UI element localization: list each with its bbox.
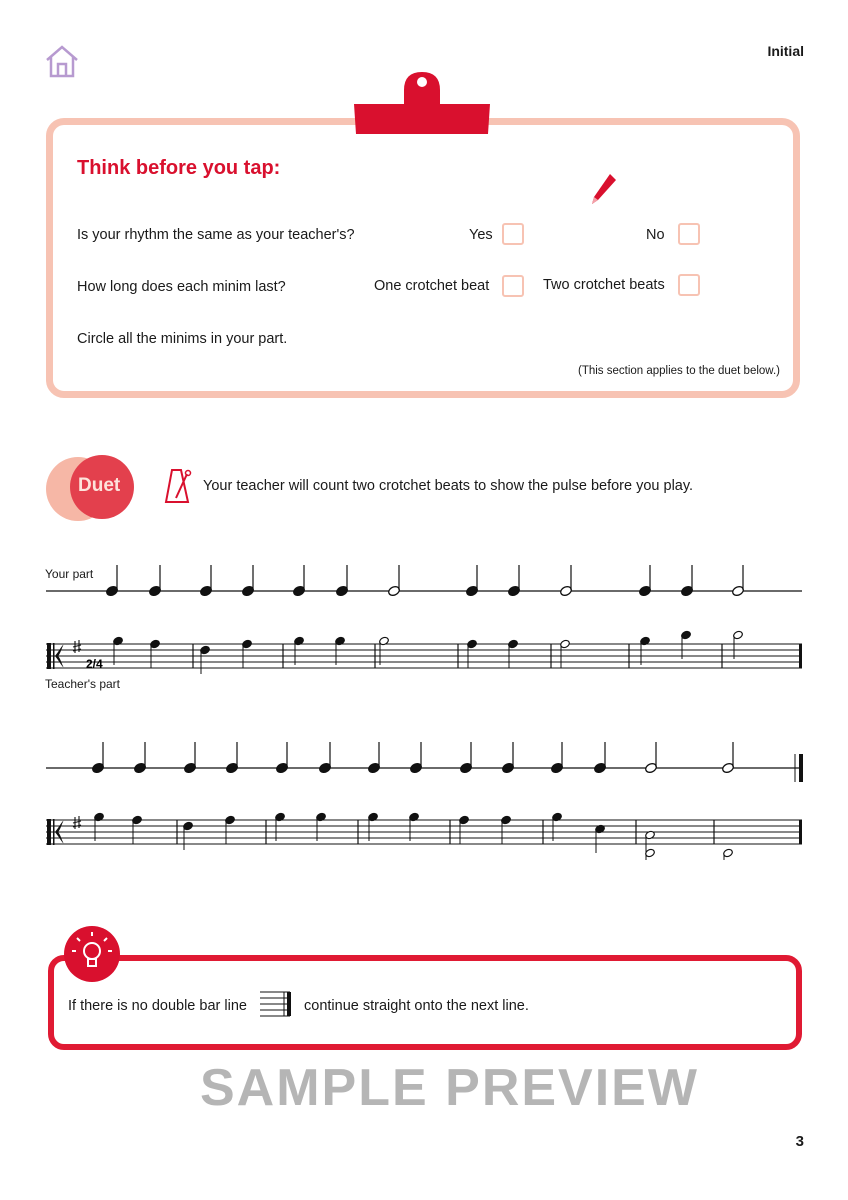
pencil-icon bbox=[590, 172, 618, 206]
your-part-label: Your part bbox=[45, 567, 94, 581]
level-label: Initial bbox=[767, 43, 804, 59]
question-2: How long does each minim last? bbox=[77, 279, 286, 295]
alto-clef-icon bbox=[53, 643, 55, 669]
option-one-crotchet-label: One crotchet beat bbox=[374, 278, 490, 294]
alto-clef-icon bbox=[47, 819, 51, 845]
clipboard-clip-icon bbox=[354, 70, 490, 134]
question-1: Is your rhythm the same as your teacher's? bbox=[77, 227, 355, 243]
time-signature: 2/4 bbox=[86, 657, 103, 671]
checkbox-no[interactable] bbox=[678, 223, 700, 245]
tip-text-after: continue straight onto the next line. bbox=[304, 998, 529, 1014]
music-score bbox=[0, 540, 848, 860]
sample-preview-watermark: SAMPLE PREVIEW bbox=[200, 1059, 699, 1117]
final-barline bbox=[799, 644, 802, 668]
checkbox-one-crotchet[interactable] bbox=[502, 275, 524, 297]
question-3: Circle all the minims in your part. bbox=[77, 331, 288, 347]
alto-clef-icon bbox=[53, 819, 55, 845]
option-two-crotchet-label: Two crotchet beats bbox=[543, 277, 665, 293]
double-bar-line-icon bbox=[260, 988, 294, 1018]
page-number: 3 bbox=[795, 1133, 804, 1150]
option-yes-label: Yes bbox=[469, 227, 493, 243]
option-no-label: No bbox=[646, 227, 665, 243]
key-signature-sharp bbox=[73, 640, 81, 653]
checkbox-two-crotchet[interactable] bbox=[678, 274, 700, 296]
panel-title: Think before you tap: bbox=[77, 157, 281, 179]
final-barline bbox=[799, 754, 803, 782]
alto-clef-icon bbox=[47, 643, 51, 669]
duet-badge-label: Duet bbox=[78, 475, 121, 496]
duet-badge bbox=[46, 455, 136, 521]
teachers-part-label: Teacher's part bbox=[45, 677, 120, 691]
home-icon[interactable] bbox=[44, 44, 80, 78]
panel-footnote: (This section applies to the duet below.) bbox=[577, 365, 780, 377]
duet-instruction: Your teacher will count two crotchet beats to show the pulse before you play. bbox=[203, 478, 694, 494]
metronome-icon bbox=[164, 466, 192, 506]
key-signature-sharp bbox=[73, 816, 81, 829]
tip-text-before: If there is no double bar line bbox=[68, 998, 247, 1014]
checkbox-yes[interactable] bbox=[502, 223, 524, 245]
lightbulb-icon bbox=[62, 924, 122, 984]
final-barline bbox=[799, 820, 802, 844]
